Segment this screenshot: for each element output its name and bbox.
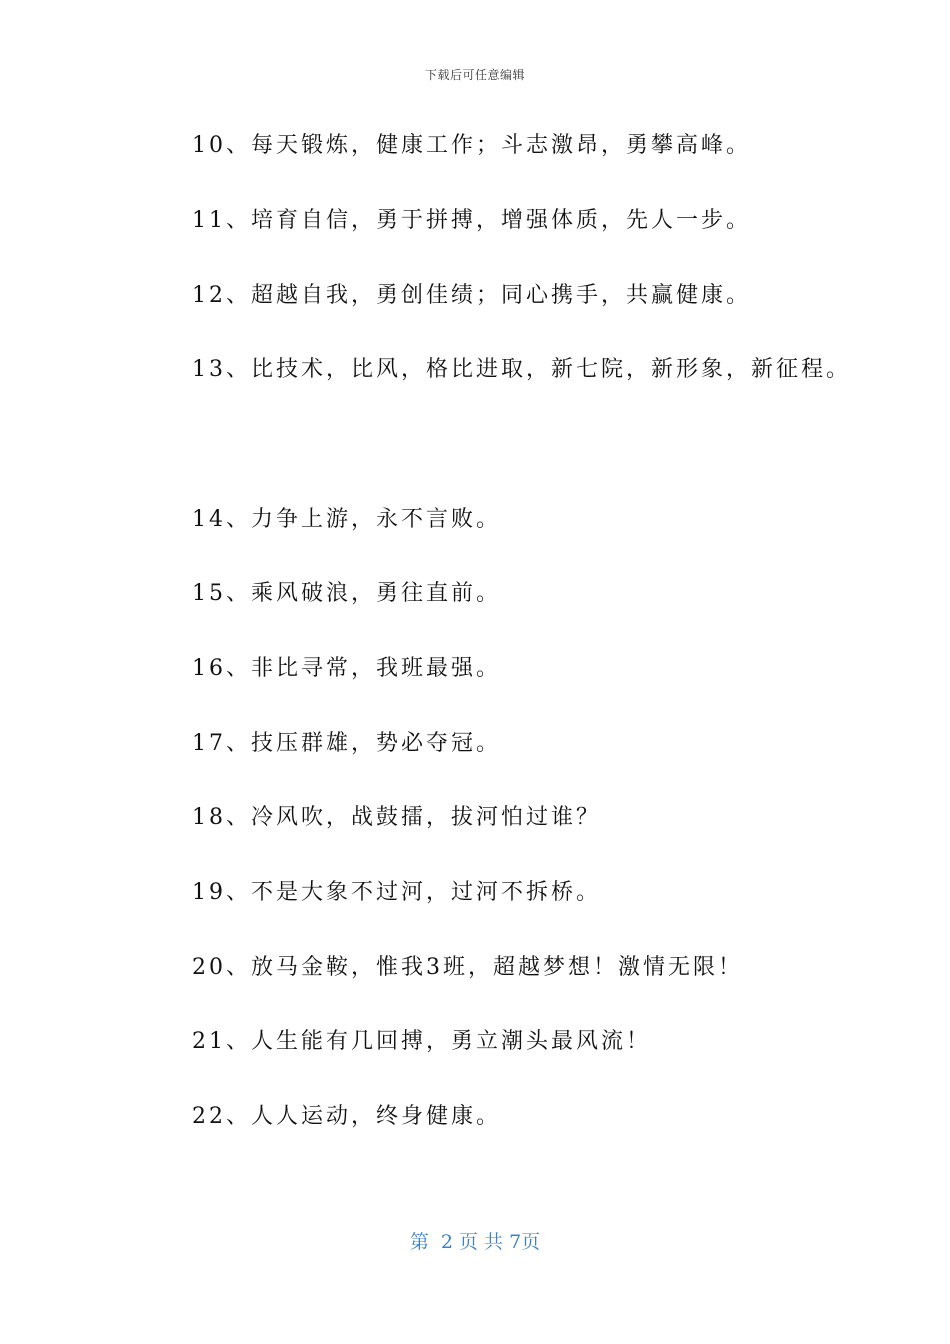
slogan-line-21: 21、人生能有几回搏，勇立潮头最风流！ [192, 1029, 651, 1054]
slogan-line-22: 22、人人运动，终身健康。 [192, 1104, 501, 1129]
page-header: 下载后可任意编辑 [424, 68, 525, 82]
slogan-line-10: 10、每天锻炼，健康工作；斗志激昂，勇攀高峰。 [192, 133, 751, 158]
slogan-line-20: 20、放马金鞍，惟我3班，超越梦想！激情无限！ [192, 955, 743, 980]
slogan-line-18: 18、冷风吹，战鼓擂，拔河怕过谁？ [192, 805, 601, 830]
slogan-line-15: 15、乘风破浪，勇往直前。 [192, 581, 501, 606]
slogan-line-17: 17、技压群雄，势必夺冠。 [192, 731, 501, 756]
slogan-line-19: 19、不是大象不过河，过河不拆桥。 [192, 880, 601, 905]
slogan-line-11: 11、培育自信，勇于拼搏，增强体质，先人一步。 [192, 208, 751, 233]
slogan-line-16: 16、非比寻常，我班最强。 [192, 656, 501, 681]
slogan-line-12: 12、超越自我，勇创佳绩；同心携手，共赢健康。 [192, 283, 751, 308]
page-number-footer: 第 2 页 共 7页 [409, 1231, 541, 1253]
slogan-line-13: 13、比技术，比风，格比进取，新七院，新形象，新征程。 [192, 357, 851, 382]
slogan-line-14: 14、力争上游，永不言败。 [192, 507, 501, 532]
